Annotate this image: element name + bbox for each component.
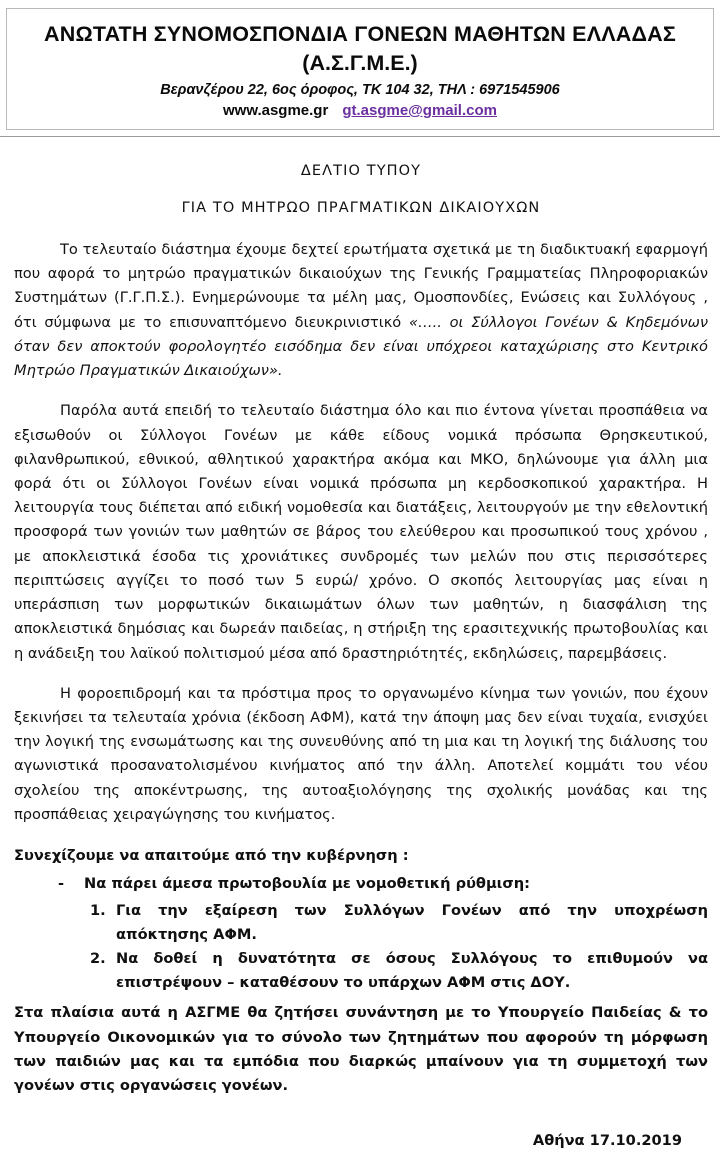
- letterhead: [6, 8, 714, 130]
- organization-contact: [17, 102, 703, 119]
- header-divider: [0, 136, 720, 137]
- document-title: ΔΕΛΤΙΟ ΤΥΠΟΥ: [300, 163, 422, 180]
- demands-numbered-list: [14, 899, 708, 996]
- paragraph-1: [14, 238, 708, 383]
- paragraph-3: Η φοροεπιδρομή και τα πρόστιμα προς το οργανωμένο κίνημα των γονιών, που έχουν ξεκινήσει τα τελευταία χρόνια (έκδοση ΑΦΜ), κατά την άποψη μας δεν είναι τυχαία, ενισχύει την λογική της ενσωμάτωσης και της συνευθύνης από τη μια και τη λογική της διάλυσης του αγωνιστικά προσανατολισμένου κινήματος από την άλλη. Αποτελεί κομμάτι του νέου σχολείου της αποκέντρωσης, της αυτοαξιολόγησης της σχολικής μονάδας και της προσπάθειας χειραγώγησης του κινήματος.: [14, 684, 708, 823]
- demands-dash-list: [14, 872, 708, 896]
- paragraph-1-quote: «….. οι Σύλλογοι Γονέων & Κηδεμόνων όταν δεν αποκτούν φορολογητέο εισόδημα δεν είναι υπόχρεοι καταχώρισης στο Κεντρικό Μητρώο Πραγματικών Δικαιούχων».: [14, 313, 708, 380]
- list-item: Για την εξαίρεση των Συλλόγων Γονέων από την υποχρέωση απόκτησης ΑΦΜ.: [116, 901, 708, 943]
- dash-item-label: Να πάρει άμεσα πρωτοβουλία με νομοθετική ρύθμιση:: [84, 875, 530, 893]
- document-subtitle: ΓΙΑ ΤΟ ΜΗΤΡΩΟ ΠΡΑΓΜΑΤΙΚΩΝ ΔΙΚΑΙΟΥΧΩΝ: [181, 200, 541, 217]
- dash-bullet-icon: -: [58, 875, 65, 893]
- organization-abbreviation: (Α.Σ.Γ.Μ.Ε.): [302, 50, 418, 75]
- press-release-document: [0, 8, 720, 1149]
- email-link[interactable]: gt.asgme@gmail.com: [342, 102, 497, 120]
- demands-heading: Συνεχίζουμε να απαιτούμε από την κυβέρνηση :: [14, 847, 409, 865]
- organization-address: Βερανζέρου 22, 6ος όροφος, ΤΚ 104 32, ΤΗΛ : 6971545906: [160, 82, 560, 99]
- organization-name: ΑΝΩΤΑΤΗ ΣΥΝΟΜΟΣΠΟΝΔΙΑ ΓΟΝΕΩΝ ΜΑΘΗΤΩΝ ΕΛΛΑΔΑΣ: [43, 22, 676, 46]
- closing-paragraph: Στα πλαίσια αυτά η ΑΣΓΜΕ θα ζητήσει συνάντηση με το Υπουργείο Παιδείας & το Υπουργείο Οικονομικών για το σύνολο των ζητημάτων που αφορούν τη μόρφωση των παιδιών μας και τα εμπόδια που διαρκώς μπαίνουν για τη συμμετοχή των γονέων στις οργανώσεις γονέων.: [14, 1004, 708, 1095]
- paragraph-1-lead: Το τελευταίο διάστημα έχουμε δεχτεί ερωτήματα σχετικά με τη διαδικτυακή εφαρμογή που αφορά το μητρώο πραγματικών δικαιούχων της Γενικής Γραμματείας Πληροφοριακών Συστημάτων (Γ.Γ.Π.Σ.). Ενημερώνουμε τα μέλη μας, Ομοσπονδίες, Ενώσεις και Συλλόγους , ότι σύμφωνα με το επισυναπτόμενο διευκρινιστικό: [14, 241, 708, 331]
- list-item: [58, 872, 708, 896]
- website-text: www.asgme.gr: [223, 102, 329, 120]
- document-body: [0, 163, 720, 1149]
- paragraph-2: Παρόλα αυτά επειδή το τελευταίο διάστημα όλο και πιο έντονα γίνεται προσπάθεια να εξισωθούν οι Σύλλογοι Γονέων με κάθε είδους νομικά πρόσωπα Θρησκευτικού, φιλανθρωπικού, εθνικού, αθλητικού χαρακτήρα ακόμα και ΜΚΟ, δηλώνουμε για άλλη μια φορά ότι οι Σύλλογοι Γονέων είναι νομικά πρόσωπα μη κερδοσκοπικού χαρακτήρα. Η λειτουργία τους διέπεται από ειδική νομοθεσία και διατάξεις, λειτουργούν με την εθελοντική προσφορά των γονιών των μαθητών σε βάρος του ελεύθερου και προσωπικού τους χρόνου , με αποκλειστικά έσοδα τις χρονιάτικες συνδρομές των μελών που στις περισσότερες περιπτώσεις αγγίζει το ποσό των 5 ευρώ/ χρόνο. Ο σκοπός λειτουργίας μας είναι η υπεράσπιση των μορφωτικών δικαιωμάτων όλων των μαθητών, η διασφάλιση της αποκλειστικά δημόσιας και δωρεάν παιδείας, η στήριξη της ερασιτεχνικής πρωτοβουλίας και η ανάδειξη του λαϊκού πολιτισμού μέσα από δραστηριότητές, εκδηλώσεις, παρεμβάσεις.: [14, 402, 708, 662]
- signoff-place-date: Αθήνα 17.10.2019: [532, 1132, 682, 1149]
- list-item: Να δοθεί η δυνατότητα σε όσους Συλλόγους το επιθυμούν να επιστρέψουν – καταθέσουν το υπάρχων ΑΦΜ στις ΔΟΥ.: [116, 949, 708, 992]
